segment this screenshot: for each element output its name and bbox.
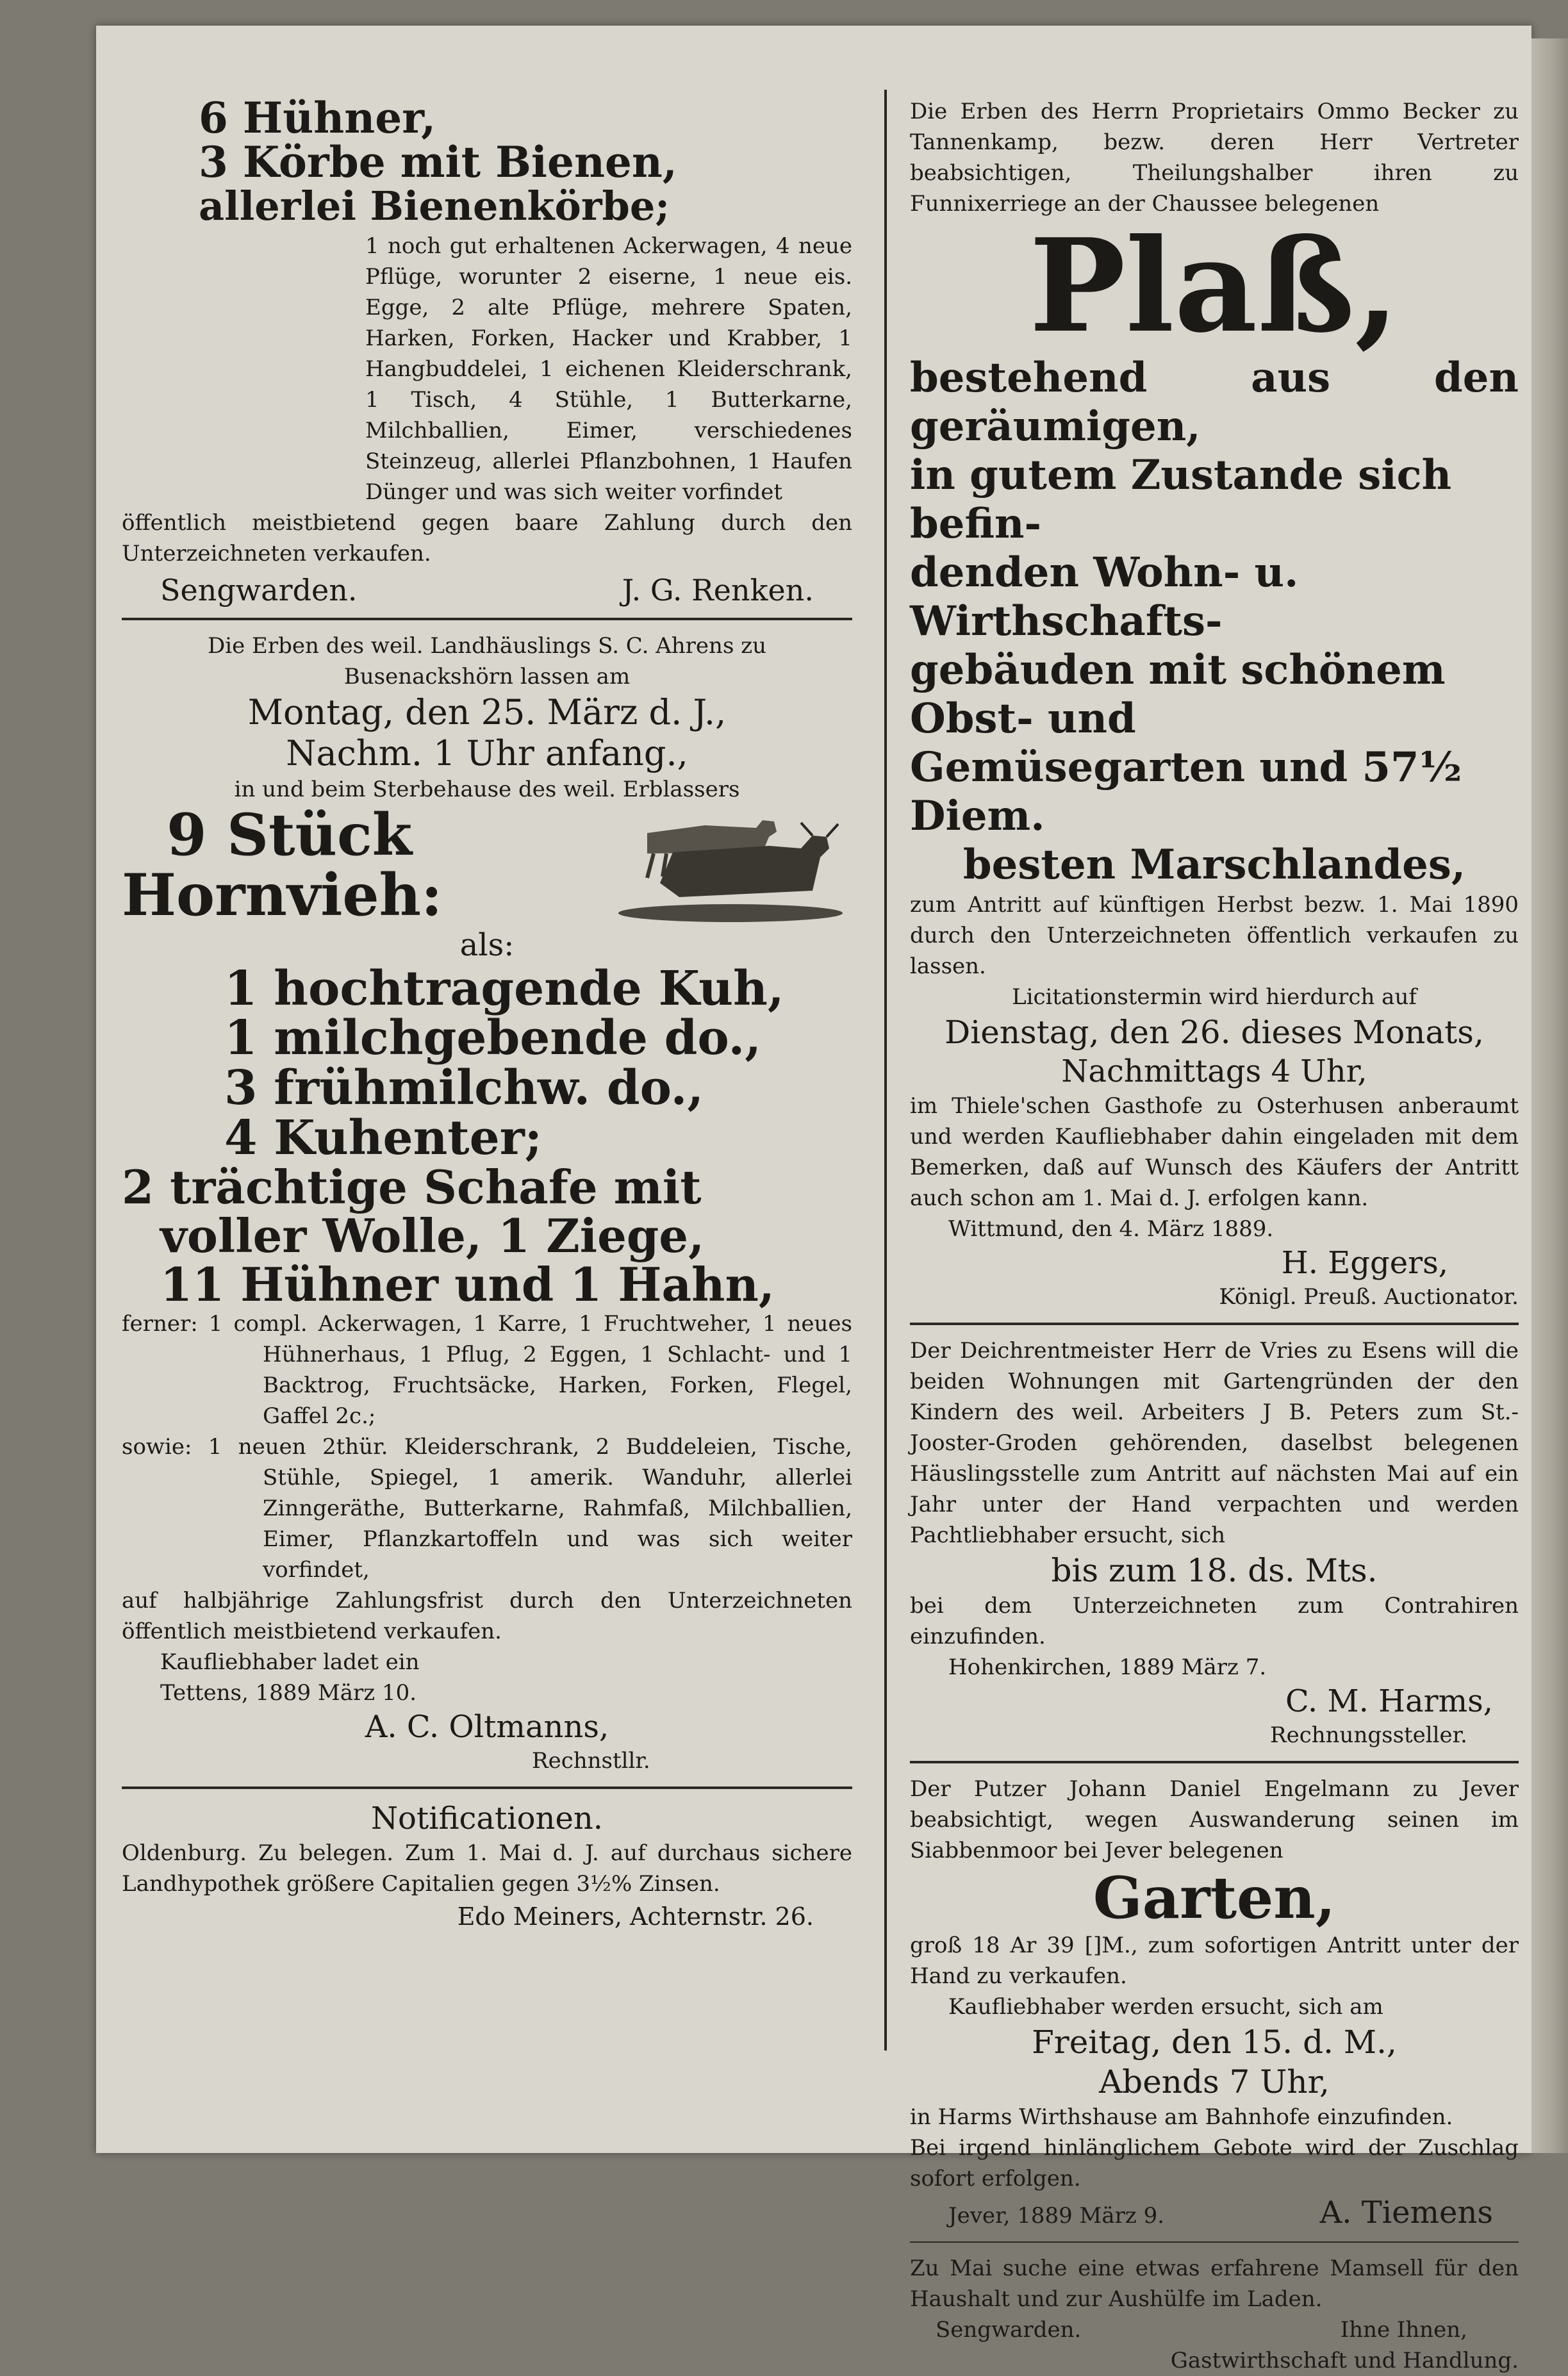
invitation: Kaufliebhaber ladet ein	[160, 1649, 420, 1676]
place-date: Hohenkirchen, 1889 März 7.	[948, 1654, 1267, 1680]
headline: in gutem Zustande sich befin-	[910, 451, 1452, 548]
ad-sale-becker	[910, 96, 1519, 1312]
auction-date: Montag, den 25. März d. J.,	[247, 691, 727, 732]
livestock-item: 1 hochtragende Kuh,	[224, 961, 784, 1016]
notice-body: Der Putzer Johann Daniel Engelmann zu Jever beabsichtigt, wegen Auswanderung seinen im Siabbenmoor bei Jever belegenen	[910, 1776, 1519, 1863]
headline: gebäuden mit schönem Obst- und	[910, 646, 1446, 743]
terms: zum Antritt auf künftigen Herbst bezw. 1. Mai 1890 durch den Unterzeichneten öffentlich verkaufen zu lassen.	[910, 892, 1519, 979]
livestock-item: 11 Hühner und 1 Hahn,	[160, 1257, 775, 1312]
auction-time: Nachmittags 4 Uhr,	[1061, 1053, 1367, 1089]
livestock-item: 4 Kuhenter;	[224, 1110, 542, 1166]
headline: Garten,	[1093, 1864, 1336, 1932]
signature-role: Königl. Preuß. Auctionator.	[1219, 1284, 1519, 1310]
notice-body: Oldenburg. Zu belegen. Zum 1. Mai d. J. auf durchaus sichere Landhypothek größere Capitalien gegen 3½% Zinsen.	[122, 1840, 852, 1897]
terms: bei dem Unterzeichneten zum Contrahiren einzufinden.	[910, 1593, 1519, 1649]
subhead: als:	[459, 927, 515, 963]
place-date: Jever, 1889 März 9.	[948, 2203, 1165, 2229]
ad-job-ihnen	[910, 2253, 1519, 2376]
intro: Die Erben des weil. Landhäuslings S. C. Ahrens zu Busenackshörn lassen am	[207, 632, 767, 689]
place: Sengwarden.	[160, 572, 358, 607]
place-date: Tettens, 1889 März 10.	[160, 1680, 417, 1706]
signature: A. Tiemens	[1319, 2195, 1493, 2231]
headline: besten Marschlandes,	[962, 841, 1466, 889]
signature: C. M. Harms,	[1285, 1683, 1493, 1719]
separator	[910, 1323, 1519, 1325]
signature-role: Rechnstllr.	[532, 1748, 650, 1774]
terms: Bei irgend hinlänglichem Gebote wird der Zuschlag sofort erfolgen.	[910, 2135, 1519, 2191]
page-edge	[1531, 38, 1568, 2153]
right-column	[910, 96, 1519, 2376]
separator	[910, 2241, 1519, 2243]
ad-auction-ahrens	[122, 631, 852, 1777]
signature: Ihne Ihnen,	[1340, 2317, 1467, 2343]
signature-role: Gastwirthschaft und Handlung.	[1170, 2348, 1519, 2373]
ad-auction-renken	[122, 93, 852, 607]
livestock-item: voller Wolle, 1 Ziege,	[160, 1209, 705, 1264]
item-list: 1 noch gut erhaltenen Ackerwagen, 4 neue Pflüge, worunter 2 eiserne, 1 neue eis. Egge, 2 alte Pflüge, mehrere Spaten, Harken, Forken, Hacker und Krabber, 1 Hangbuddelei, 1 eichenen Kleiderschrank, 1 Tisch, 4 Stühle, 1 Butterkarne, Milchballien, Eimer, verschiedenes Steinzeug, allerlei Pflanzbohnen, 1 Haufen Dünger und was sich weiter vorfindet	[365, 233, 852, 505]
auction-time: Nachm. 1 Uhr anfang.,	[286, 732, 688, 773]
meeting-date: Freitag, den 15. d. M.,	[1032, 2024, 1397, 2061]
signature-role: Rechnungssteller.	[1270, 1722, 1467, 1748]
separator	[122, 1786, 852, 1789]
livestock-item: 2 trächtige Schafe mit	[122, 1160, 702, 1215]
signature: J. G. Renken.	[622, 572, 814, 607]
notice-body: Der Deichrentmeister Herr de Vries zu Esens will die beiden Wohnungen mit Gartengründen der den Kindern des weil. Arbeiters J B. Peters zum St.-Jooster-Groden gehörenden, daselbst belegenen Häuslingsstelle zum Antritt auf nächsten Mai auf ein Jahr unter der Hand verpachten und werden Pachtliebhaber ersucht, sich	[910, 1338, 1519, 1548]
headline: bestehend aus den geräumigen,	[910, 354, 1519, 450]
terms: auf halbjährige Zahlungsfrist durch den Unterzeichneten öffentlich meistbietend verkaufen.	[122, 1588, 852, 1645]
left-column	[122, 93, 852, 1934]
column-divider	[884, 90, 887, 2050]
location: in und beim Sterbehause des weil. Erblassers	[234, 776, 740, 802]
headline: 9 Stück	[167, 800, 413, 869]
item-list: sowie: 1 neuen 2thür. Kleiderschrank, 2 Buddeleien, Tische, Stühle, Spiegel, 1 amerik. Wanduhr, allerlei Zinngeräthe, Butterkarne, Rahmfaß, Milchballien, Eimer, Pflanzkartoffeln und was sich weiter vorfindet,	[122, 1434, 852, 1583]
location: in Harms Wirthshause am Bahnhofe einzufinden.	[910, 2104, 1453, 2130]
livestock-item: 3 frühmilchw. do.,	[224, 1060, 704, 1116]
headline: Hornvieh:	[122, 861, 443, 930]
place-date: Wittmund, den 4. März 1889.	[948, 1216, 1274, 1242]
request: Kaufliebhaber werden ersucht, sich am	[948, 1994, 1383, 2020]
signature: Edo Meiners, Achternstr. 26.	[457, 1902, 814, 1931]
signature: H. Eggers,	[1281, 1245, 1448, 1281]
deadline: bis zum 18. ds. Mts.	[1051, 1552, 1378, 1589]
licitation: Licitationstermin wird hierdurch auf	[1012, 984, 1417, 1010]
notice-body: Zu Mai suche eine etwas erfahrene Mamsell für den Haushalt und zur Aushülfe im Laden.	[910, 2256, 1519, 2312]
headline: 3 Körbe mit Bienen,	[199, 137, 677, 188]
livestock-item: 1 milchgebende do.,	[224, 1011, 761, 1066]
headline: denden Wohn- u. Wirthschafts-	[910, 549, 1299, 645]
terms: öffentlich meistbietend gegen baare Zahlung durch den Unterzeichneten verkaufen.	[122, 509, 852, 566]
headline: 6 Hühner,	[199, 93, 436, 143]
place: Sengwarden.	[936, 2317, 1082, 2343]
ad-lease-harms	[910, 1335, 1519, 1751]
ad-garden-engelmann	[910, 1774, 1519, 2231]
section-title: Notificationen.	[370, 1801, 604, 1837]
separator	[122, 618, 852, 620]
item-list: ferner: 1 compl. Ackerwagen, 1 Karre, 1 Fruchtweher, 1 neues Hühnerhaus, 1 Pflug, 2 Eggen, 1 Schlacht- und 1 Backtrog, Fruchtsäcke, Harken, Forken, Flegel, Gaffel 2c.;	[122, 1311, 852, 1430]
cattle-illustration-icon	[609, 807, 852, 923]
details: groß 18 Ar 39 []M., zum sofortigen Antritt unter der Hand zu verkaufen.	[910, 1933, 1519, 1989]
intro: Die Erben des Herrn Proprietairs Ommo Becker zu Tannenkamp, bezw. deren Herr Vertreter beabsichtigen, Theilungshalber ihren zu Funnixerriege an der Chaussee belegenen	[910, 99, 1519, 217]
headline: Plaß,	[1029, 211, 1399, 361]
meeting-time: Abends 7 Uhr,	[1099, 2063, 1330, 2100]
notifications	[122, 1799, 852, 1934]
auction-date: Dienstag, den 26. dieses Monats,	[945, 1014, 1484, 1051]
headline: Gemüsegarten und 57½ Diem.	[910, 743, 1462, 840]
details: im Thiele'schen Gasthofe zu Osterhusen anberaumt und werden Kaufliebhaber dahin eingeladen mit dem Bemerken, daß auf Wunsch des Käufers der Antritt auch schon am 1. Mai d. J. erfolgen kann.	[910, 1093, 1519, 1211]
headline: allerlei Bienenkörbe;	[199, 182, 670, 229]
separator	[910, 1761, 1519, 1763]
signature: A. C. Oltmanns,	[365, 1709, 609, 1745]
